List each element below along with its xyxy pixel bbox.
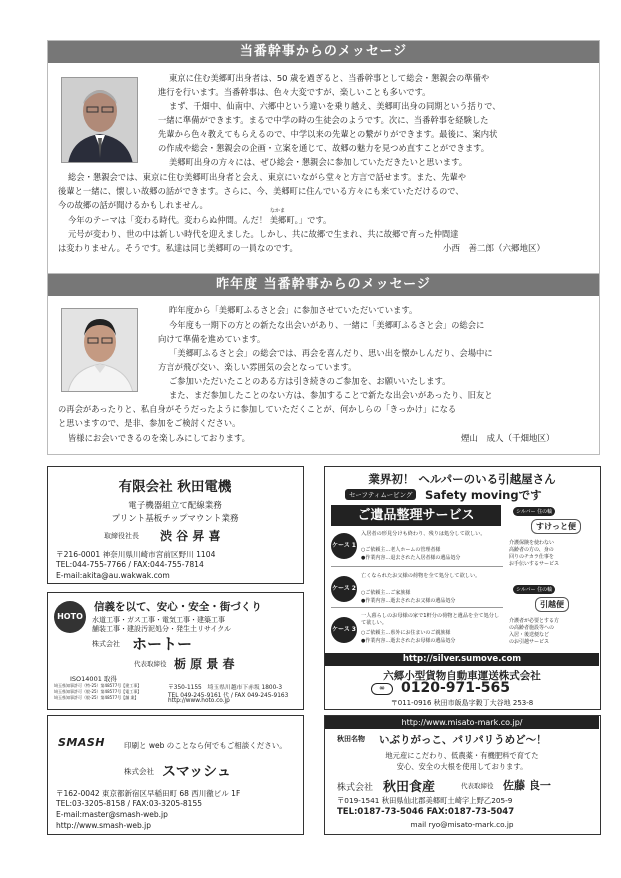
misato-desc-1: 地元産にこだわり、低農薬・有機肥料で育てた [385,751,539,760]
message-2-line: 「美郷町ふるさと会」の総会では、再会を喜んだり、思い出を懐かしんだり、会場中に [169,348,493,358]
moving-side-1-text: 介護保険を使わない [509,540,555,546]
moving-side-1-tag: シルバー 住の輪 [513,507,555,516]
message-1-line: 後輩と一緒に、懐しい故郷の話ができます。さらに、今、美郷町に住んでいる方々にも来ていただけるので、 [58,186,464,196]
moving-company-name: 六郷小型貨物自動車運送株式会社 [383,670,541,682]
moving-case-1-label: ケース 1 [331,533,357,559]
smash-email: E-mail:master@smash-web.jp [56,810,168,819]
message-1-line: 今の故郷の話が聞けるかもしれません。 [58,200,208,210]
smash-logo-text: SMASH [58,736,106,749]
message-2-title: 昨年度 当番幹事からのメッセージ [48,274,599,296]
moving-case-3-label: ケース 3 [331,617,357,643]
moving-side-1-text: お手伝いするサービス [509,561,560,567]
message-1-line: 総会・懇親会では、東京に住む美郷町出身者と会え、東京にいながら堂々と方言で話せます。また、先輩や [68,172,467,182]
hoto-rep-name: 栃 原 景 春 [174,657,235,671]
moving-side-2-text: の高齢者施設等への [509,625,555,631]
misato-company-name: 秋田食産 [383,780,436,795]
message-1-line: の作成や総会・懇親会の企画・立案を通じて、故郷の魅力を見つめ直すことができます。 [158,143,490,153]
ad-akita-shokusan [324,715,601,835]
moving-badge: セーフティムービング [345,489,416,500]
message-2-line: と思いますので、是非、参加をご検討ください。 [58,418,241,428]
message-1-line: 美郷町出身の方々には、ぜひ総会・懇親会に参加していただきたいと思います。 [169,157,468,167]
misato-headline-small: 秋田名物 [337,735,365,743]
misato-tel-fax: TEL:0187-73-5046 FAX:0187-73-5047 [337,807,515,817]
moving-service-title: ご遺品整理サービス [331,505,501,526]
hoto-url: http://www.hoto.co.jp [168,698,230,704]
misato-headline: いぶりがっこ、パリパリうめど～！ [379,734,547,746]
hoto-logo-text: HOTO [57,612,83,621]
smash-company-name: スマッシュ [162,764,231,780]
moving-case-1-client: ○ご依頼主…老人ホームの管理者様 [361,547,441,553]
message-1-line: は変わりません。そうです。私達は同じ美郷町の一員なのです。 [58,243,298,253]
hoto-company-prefix: 株式会社 [92,640,120,648]
smash-logo [58,736,105,749]
moving-case-3-client: ○ご依頼主…県外にお住まいのご親族様 [361,630,451,636]
moving-side-2-text: 介護者が必要とする方 [509,618,560,624]
moving-case-2-main: 亡くなられたお父様の荷物を全て処分して欲しい。 [361,573,481,579]
akita-tel-fax: TEL:044-755-7766 / FAX:044-755-7814 [56,560,204,569]
moving-case-3-work: ●作業内容…逝去されたお母様の遺品処分 [361,638,456,644]
message-1-title: 当番幹事からのメッセージ [48,41,599,63]
smash-address: 〒162-0042 東京都新宿区早稲田町 68 西川徹ビル 1F [56,789,241,798]
misato-address: 〒019-1541 秋田県仙北郡美郷町土崎字上野乙205-9 [337,796,513,805]
message-section-1 [47,40,600,276]
akita-rep-title: 取締役社長 [104,532,139,540]
moving-side-2 [509,585,595,657]
message-1-line: 進行を行います。当番幹事は、色々大変ですが、楽しいことも多いです。 [158,87,431,97]
akita-business-1: 電子機器組立て配線業務 [128,501,222,511]
akita-address: 〒216-0001 神奈川県川崎市宮前区野川 1104 [56,550,216,559]
hoto-license-2: 埼玉県知事許可（般-25）第48577号【電工事】 [54,689,142,694]
moving-side-2-text: 入居・後送便など [509,632,550,638]
moving-side-1-text: 高齢者の方の、身の [509,547,554,553]
hoto-business-1: 水道工事・ガス工事・電気工事・建築工事 [92,616,225,624]
moving-case-3 [331,611,503,651]
message-2-line: 今年度も一期下の方との新たな出会いがあり、一緒に「美郷町ふるさと会」の総会に [169,320,485,330]
hoto-iso: ISO14001 取得 [70,675,117,683]
hoto-company-name: ホートー [132,635,193,653]
moving-case-2-client: ○ご依頼主…ご家族様 [361,590,411,596]
misato-company-prefix: 株式会社 [337,783,374,793]
hoto-tel-fax: TEL 049-245-9161 代 / FAX 049-245-9163 [168,693,289,699]
misato-desc-2: 安心、安全の大根を使用しております。 [396,762,528,771]
smash-url: http://www.smash-web.jp [56,821,151,830]
akita-email: E-mail:akita@au.wakwak.com [56,571,170,580]
moving-side-2-text: のお引越サービス [509,639,550,645]
moving-side-2-tag: シルバー 住の輪 [513,585,555,594]
message-1-line: 一緒に準備ができます。まるで中学の時の生徒会のようです。次に、当番幹事を経験した [158,115,489,125]
message-1-line: 元号が変わり、世の中は新しい時代を迎えました。しかし、共に故郷で生まれ、共に故郷で育った仲間達 [68,229,459,239]
message-2-line: 皆様にお会いできるのを楽しみにしております。 [68,433,250,443]
misato-rep-title: 代表取締役 [461,782,494,790]
moving-case-2 [331,570,503,608]
moving-case-1-main: 入居者の形見分けも終わり、残りは処分して欲しい。 [361,531,486,537]
message-2-line: の再会があったりと、私自身がそうだったように参加していただくことが、何かしらの「きっかけ」になる [58,404,457,414]
moving-case-1 [331,529,503,567]
hoto-license-1: 埼玉県知事許可（特-25）第48577号【建工事】 [54,683,142,688]
smash-tagline: 印刷と web のことなら何でもご相談ください。 [124,741,287,750]
moving-safety-text: Safety movingです [425,488,542,502]
moving-side-1 [509,507,595,579]
hoto-logo [54,601,86,633]
moving-side-1-text: 回りのチカラ仕事を [509,554,554,560]
misato-mail: mail ryo@misato-mark.co.jp [410,820,514,829]
message-2-line: また、まだ参加したことのない方は、参加することで新たな出会いがあったり、旧友と [169,390,493,400]
moving-address: 〒011-0916 秋田市飯島字穀丁大谷地 253-8 [390,699,534,707]
smash-tel-fax: TEL:03-3205-8158 / FAX:03-3205-8155 [56,799,203,808]
hoto-slogan: 信義を以て、安心・安全・街づくり [94,601,262,613]
hoto-rep-title: 代表取締役 [134,660,167,668]
message-2-line: 昨年度から「美郷町ふるさと会」に参加させていただいています。 [169,305,418,315]
portrait-photo-1 [61,77,138,163]
moving-case-1-work: ●作業内容…退去された入居者様の遺品処分 [361,555,461,561]
misato-url[interactable]: http://www.misato-mark.co.jp/ [325,716,599,729]
hoto-address: 〒350-1155 埼玉県川越市下赤坂 1800-3 [168,685,283,691]
message-2-line: 方言が飛び交い、楽しい雰囲気の会となっています。 [158,362,357,372]
ad-akita-denki [47,466,304,584]
message-1-line: 先輩から色々教えてもらえるので、中学以来の先輩との繋がりができます。最後に、案内状 [158,129,498,139]
message-1-line: 東京に住む美郷町出身者は、50 歳を過ぎると、当番幹事として総会・懇親会の準備や [169,73,490,83]
smash-company-prefix: 株式会社 [124,767,154,776]
moving-case-3-main: 一人暮らしのお母様の家で1軒分の荷物と遺品を全て処分して欲しい。 [361,613,500,626]
akita-business-2: プリント基板チップマウント業務 [111,514,239,524]
message-1-signature: 小西 善二郎（六郷地区） [443,244,546,254]
message-1-line: 今年のテーマは「変わる時代。変わらぬ仲間。んだ！ 美郷町。」です。 [68,215,332,225]
portrait-photo-2 [61,308,138,392]
moving-case-2-label: ケース 2 [331,576,357,602]
message-1-line: まず、千畑中、仙南中、六郷中という違いを乗り越え、美郷町出身の同期という括りで、 [169,101,501,111]
moving-phone: 0120-971-565 [401,680,511,696]
message-2-line: ご参加いただいたことのある方は引き続きのご参加を、お願いいたします。 [169,376,451,386]
ad-smash [47,715,304,835]
freedial-icon: ∞ [371,683,393,695]
moving-url[interactable]: http://silver.sumove.com [325,653,599,666]
ruby-text: なかま [270,208,286,214]
hoto-license-3: 埼玉県知事許可（般-25）第48577号【舗 業】 [54,695,139,700]
misato-rep-name: 佐藤 良一 [503,779,551,792]
moving-headline: 業界初！ ヘルパーのいる引越屋さん [368,472,556,486]
hoto-business-2: 舗装工事・建設汚泥処分・発生土リサイクル [92,625,232,633]
akita-company-name: 有限会社 秋田電機 [118,479,232,495]
akita-rep-name: 渋 谷 昇 喜 [160,529,221,543]
ad-hoto [47,592,304,710]
ad-safety-moving [324,466,601,710]
moving-side-1-title: すけっと便 [531,519,581,534]
message-section-2 [47,273,600,455]
message-2-signature: 煙山 成人（千畑地区） [461,434,555,444]
moving-side-2-title: 引越便 [535,597,569,612]
moving-case-2-work: ●作業内容…逝去されたお父様の遺品処分 [361,598,456,604]
message-2-line: 向けて準備を進めています。 [158,334,266,344]
